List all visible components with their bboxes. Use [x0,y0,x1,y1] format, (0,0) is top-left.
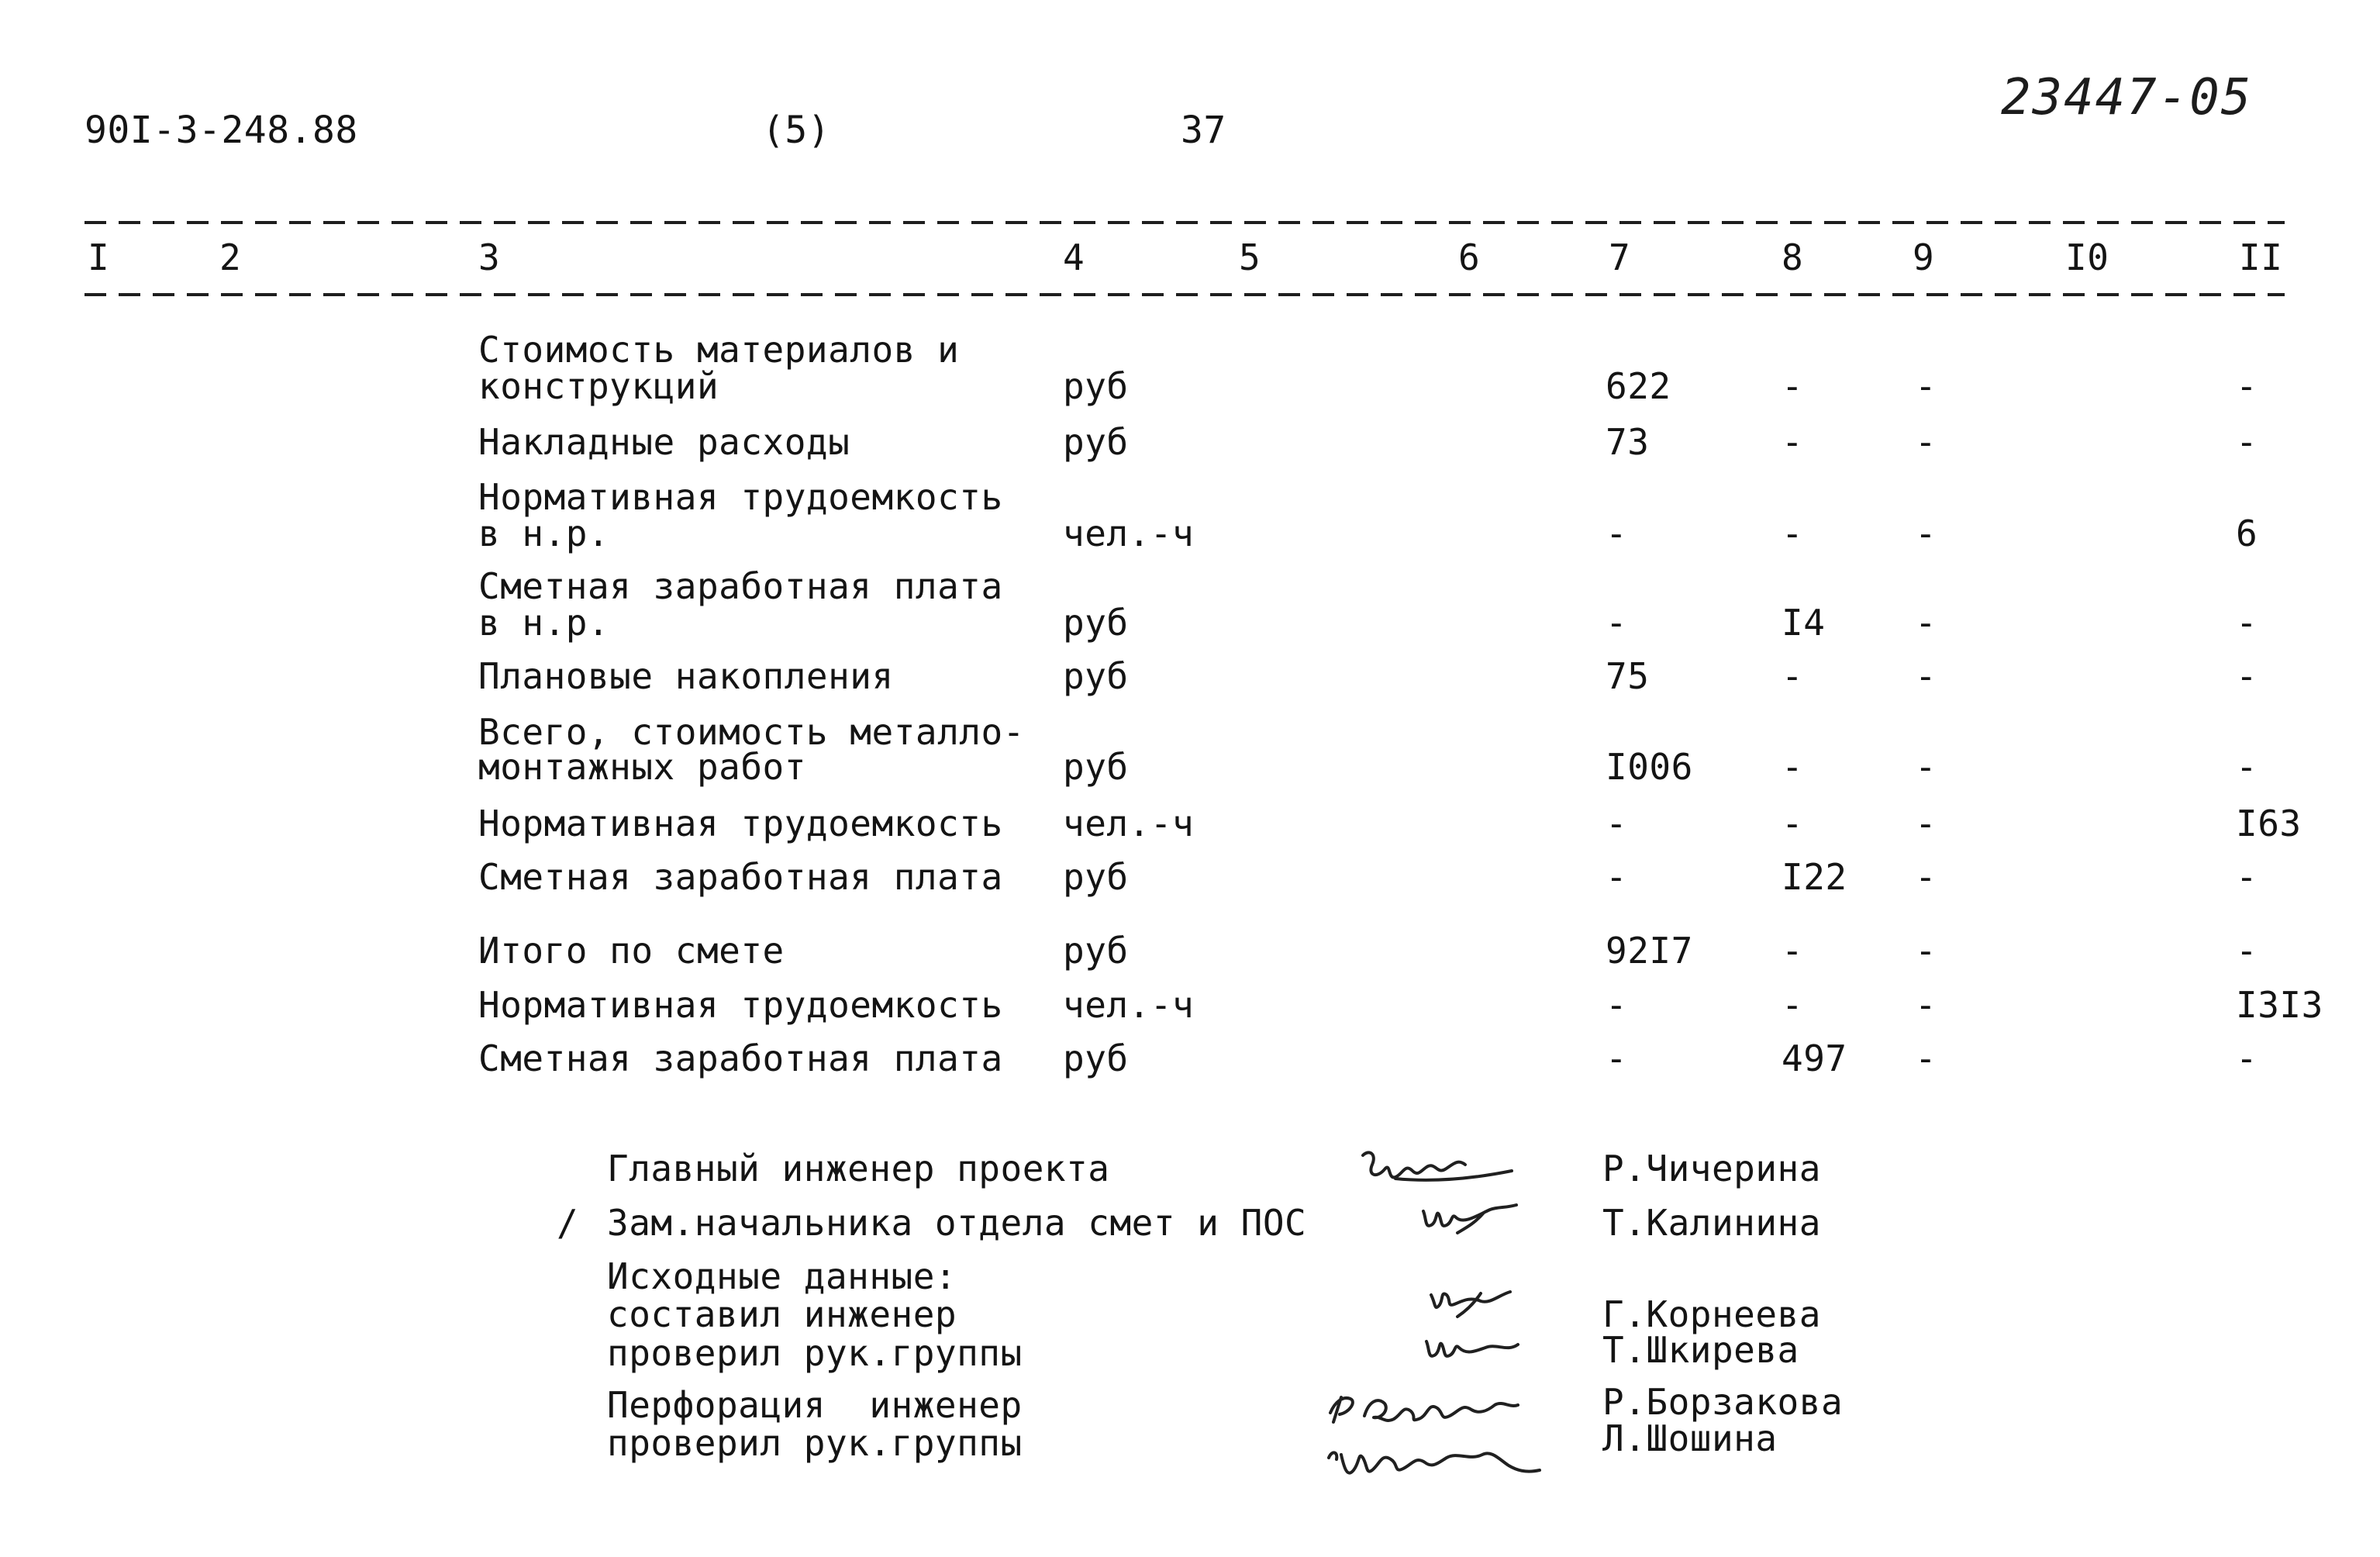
row-label: конструкций [478,365,719,407]
column-header: 6 [1458,236,1481,278]
row-unit: руб [1063,602,1129,644]
row-label: Плановые накопления [478,655,894,697]
sheet-number: (5) [762,109,831,152]
row-col11: - [2236,365,2258,407]
row-col7: 92I7 [1606,930,1693,972]
row-label: Сметная заработная плата [478,856,1003,898]
row-col7: - [1606,513,1628,554]
row-col8: I22 [1782,856,1847,898]
row-col7: - [1606,602,1628,644]
row-col7: - [1606,1037,1628,1079]
row-col11: I63 [2236,803,2302,844]
row-col11: - [2236,421,2258,463]
row-col8: - [1782,421,1804,463]
signoff-mark: / [557,1202,579,1244]
signoff-heading: Исходные данные: [607,1255,957,1297]
inventory-number: 23447-05 [2001,69,2253,126]
row-label: Нормативная трудоемкость [478,476,1003,518]
row-col8: - [1782,655,1804,697]
row-col9: - [1915,602,1937,644]
signoff-name: Л.Шошина [1602,1417,1778,1459]
row-col9: - [1915,513,1937,554]
row-unit: руб [1063,365,1129,407]
row-label: монтажных работ [478,746,806,788]
row-col7: 622 [1606,365,1671,407]
row-label: Нормативная трудоемкость [478,803,1003,844]
row-col8: - [1782,803,1804,844]
signoff-role: проверил рук.группы [607,1422,1023,1464]
row-col8: - [1782,930,1804,972]
row-col11: - [2236,746,2258,788]
row-col9: - [1915,930,1937,972]
document-code: 90I-3-248.88 [85,109,358,152]
row-label: Накладные расходы [478,421,850,463]
row-col8: I4 [1782,602,1826,644]
row-col9: - [1915,1037,1937,1079]
signature-perforation-engineer [1330,1397,1518,1422]
signoff-role: Перфорация инженер [607,1384,1023,1426]
row-unit: руб [1063,930,1129,972]
row-col7: - [1606,803,1628,844]
signature-checked-group-lead [1426,1341,1518,1356]
row-col11: - [2236,930,2258,972]
column-header: I [88,236,110,278]
signoff-role: Главный инженер проекта [607,1148,1110,1189]
row-col11: - [2236,602,2258,644]
signoff-role: проверил рук.группы [607,1332,1023,1374]
row-col7: I006 [1606,746,1693,788]
row-col8: 497 [1782,1037,1847,1079]
row-unit: руб [1063,856,1129,898]
row-col11: 6 [2236,513,2258,554]
column-header: 3 [478,236,501,278]
row-col8: - [1782,365,1804,407]
column-header: II [2239,236,2283,278]
row-col9: - [1915,803,1937,844]
row-label: в н.р. [478,602,610,644]
signoff-name: Р.Чичерина [1602,1148,1821,1189]
row-label: Всего, стоимость металло- [478,711,1025,753]
column-header: I0 [2065,236,2109,278]
signoff-role: составил инженер [607,1293,957,1335]
row-col7: - [1606,984,1628,1026]
column-header: 2 [219,236,242,278]
row-col7: - [1606,856,1628,898]
row-col8: - [1782,513,1804,554]
column-header: 5 [1239,236,1261,278]
signature-deputy-head [1423,1205,1516,1233]
row-unit: чел.-ч [1063,984,1195,1026]
row-col9: - [1915,746,1937,788]
row-label: в н.р. [478,513,610,554]
row-label: Сметная заработная плата [478,565,1003,607]
signature-perforation-checker [1329,1452,1540,1472]
row-unit: руб [1063,1037,1129,1079]
column-header: 4 [1063,236,1085,278]
row-unit: руб [1063,421,1129,463]
row-col11: - [2236,856,2258,898]
row-col8: - [1782,746,1804,788]
row-col7: 73 [1606,421,1650,463]
signature-chief-engineer [1363,1152,1512,1179]
column-header: 7 [1609,236,1631,278]
row-col7: 75 [1606,655,1650,697]
row-unit: руб [1063,746,1129,788]
row-label: Итого по смете [478,930,785,972]
signoff-name: Т.Шкирева [1602,1329,1799,1371]
row-unit: чел.-ч [1063,803,1195,844]
row-col9: - [1915,856,1937,898]
row-col9: - [1915,655,1937,697]
signoff-name: Т.Калинина [1602,1202,1821,1244]
row-col9: - [1915,365,1937,407]
row-unit: руб [1063,655,1129,697]
signature-compiled-engineer [1431,1292,1510,1317]
page-number: 37 [1181,109,1226,152]
row-col8: - [1782,984,1804,1026]
row-label: Нормативная трудоемкость [478,984,1003,1026]
column-header: 9 [1913,236,1935,278]
row-label: Сметная заработная плата [478,1037,1003,1079]
signoff-name: Г.Корнеева [1602,1293,1821,1335]
row-label: Стоимость материалов и [478,329,960,371]
row-col11: - [2236,655,2258,697]
row-unit: чел.-ч [1063,513,1195,554]
row-col11: - [2236,1037,2258,1079]
row-col9: - [1915,984,1937,1026]
row-col11: I3I3 [2236,984,2323,1026]
signoff-role: Зам.начальника отдела смет и ПОС [607,1202,1307,1244]
row-col9: - [1915,421,1937,463]
column-header: 8 [1782,236,1804,278]
signoff-name: Р.Борзакова [1602,1381,1844,1423]
